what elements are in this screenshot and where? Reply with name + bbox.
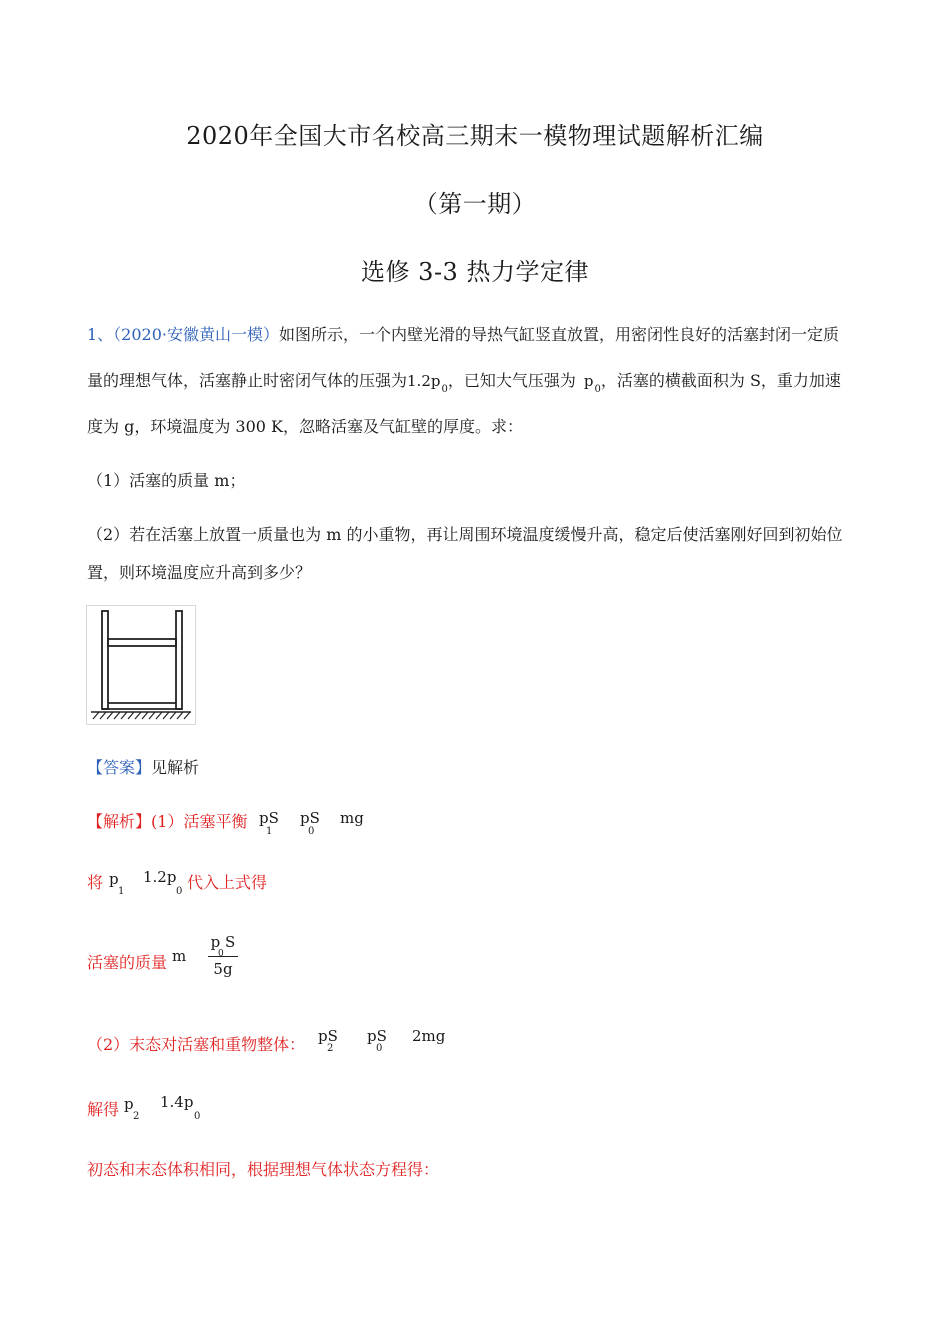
question-line-1 — [87, 322, 839, 345]
analysis-formula-1b — [300, 809, 320, 827]
analysis-step-1-prefix: (1）活塞平衡 — [151, 812, 248, 831]
f1-s: S — [268, 809, 279, 827]
question-part-2-line-2: 置，则环境温度应升高到多少？ — [87, 563, 312, 582]
analysis-label: 【解析】 — [87, 812, 152, 831]
f2-p: p — [109, 870, 119, 888]
issue-label: （第一期） — [413, 190, 537, 218]
f2-sub-0: 0 — [176, 886, 183, 897]
f3-numerator: p S — [210, 933, 236, 951]
f5-value: 1.4p — [160, 1093, 194, 1111]
question-part-1: （1）活塞的质量 m； — [87, 471, 246, 490]
f2-value: 1.2p — [143, 868, 177, 886]
f1-p0: p — [300, 809, 310, 827]
f3-denominator: 5g — [213, 960, 233, 978]
p0-value: p — [583, 372, 594, 390]
f4-p2: p — [318, 1027, 328, 1045]
f1-s2: S — [309, 809, 320, 827]
answer-line — [87, 755, 199, 778]
analysis-step-1 — [87, 809, 247, 832]
question-part-2-line-1: （2）若在活塞上放置一质量也为 m 的小重物，再让周围环境温度缓慢升高，稳定后使活塞刚好回到初始位 — [87, 525, 843, 544]
section-title: 选修 3-3 热力学定律 — [361, 258, 589, 286]
answer-label: 【答案】 — [87, 758, 152, 777]
f1-p: p — [259, 809, 269, 827]
f3-fraction-bar — [208, 956, 238, 957]
page-title: 2020年全国大市名校高三期末一模物理试题解析汇编 — [186, 122, 764, 150]
answer-text: 见解析 — [151, 758, 200, 777]
analysis-step-3-prefix: 活塞的质量 — [87, 953, 168, 972]
f4-sub-0: 0 — [376, 1043, 383, 1054]
f4-p0-p: p — [367, 1027, 377, 1045]
f4-s: S — [327, 1027, 338, 1045]
f2-sub-1: 1 — [118, 886, 125, 897]
f1-mg: mg — [340, 809, 364, 827]
question-text-2c: ，活塞的横截面积为 S，重力加速 — [600, 371, 841, 390]
analysis-step-2-suffix: 代入上式得 — [187, 873, 268, 892]
analysis-step-4-prefix: （2）末态对活塞和重物整体： — [87, 1035, 306, 1054]
p1-sub: 0 — [441, 384, 448, 395]
f5-sub-0: 0 — [194, 1111, 201, 1122]
analysis-formula-1 — [259, 809, 279, 827]
question-line-2 — [87, 368, 841, 395]
f1-sub-0: 0 — [308, 826, 315, 837]
analysis-step-5-prefix: 解得 — [87, 1100, 120, 1119]
cylinder-piston-icon — [87, 606, 195, 724]
f5-p: p — [124, 1095, 134, 1113]
question-text-1: 如图所示，一个内壁光滑的导热气缸竖直放置，用密闭性良好的活塞封闭一定质 — [279, 325, 840, 344]
question-line-3: 度为 g，环境温度为 300 K，忽略活塞及气缸壁的厚度。求： — [87, 417, 523, 436]
f4-2mg: 2mg — [412, 1027, 446, 1045]
f3-m: m — [172, 947, 187, 965]
f3-num-sub: 0 — [218, 949, 224, 959]
p1-value: 1.2p — [407, 372, 441, 390]
p0-sub: 0 — [594, 384, 601, 395]
analysis-step-2-prefix: 将 — [87, 873, 104, 892]
question-source: 1、（2020·安徽黄山一模） — [87, 325, 279, 344]
question-text-2a: 量的理想气体，活塞静止时密闭气体的压强为 — [87, 371, 408, 390]
f4-sub-2: 2 — [327, 1043, 334, 1054]
f4-s2: S — [376, 1027, 387, 1045]
cylinder-piston-diagram — [86, 605, 196, 725]
f1-sub-1: 1 — [266, 826, 273, 837]
question-text-2b: ，已知大气压强为 — [447, 371, 576, 390]
f5-sub-2: 2 — [133, 1111, 140, 1122]
analysis-step-6: 初态和末态体积相同，根据理想气体状态方程得： — [87, 1160, 440, 1179]
